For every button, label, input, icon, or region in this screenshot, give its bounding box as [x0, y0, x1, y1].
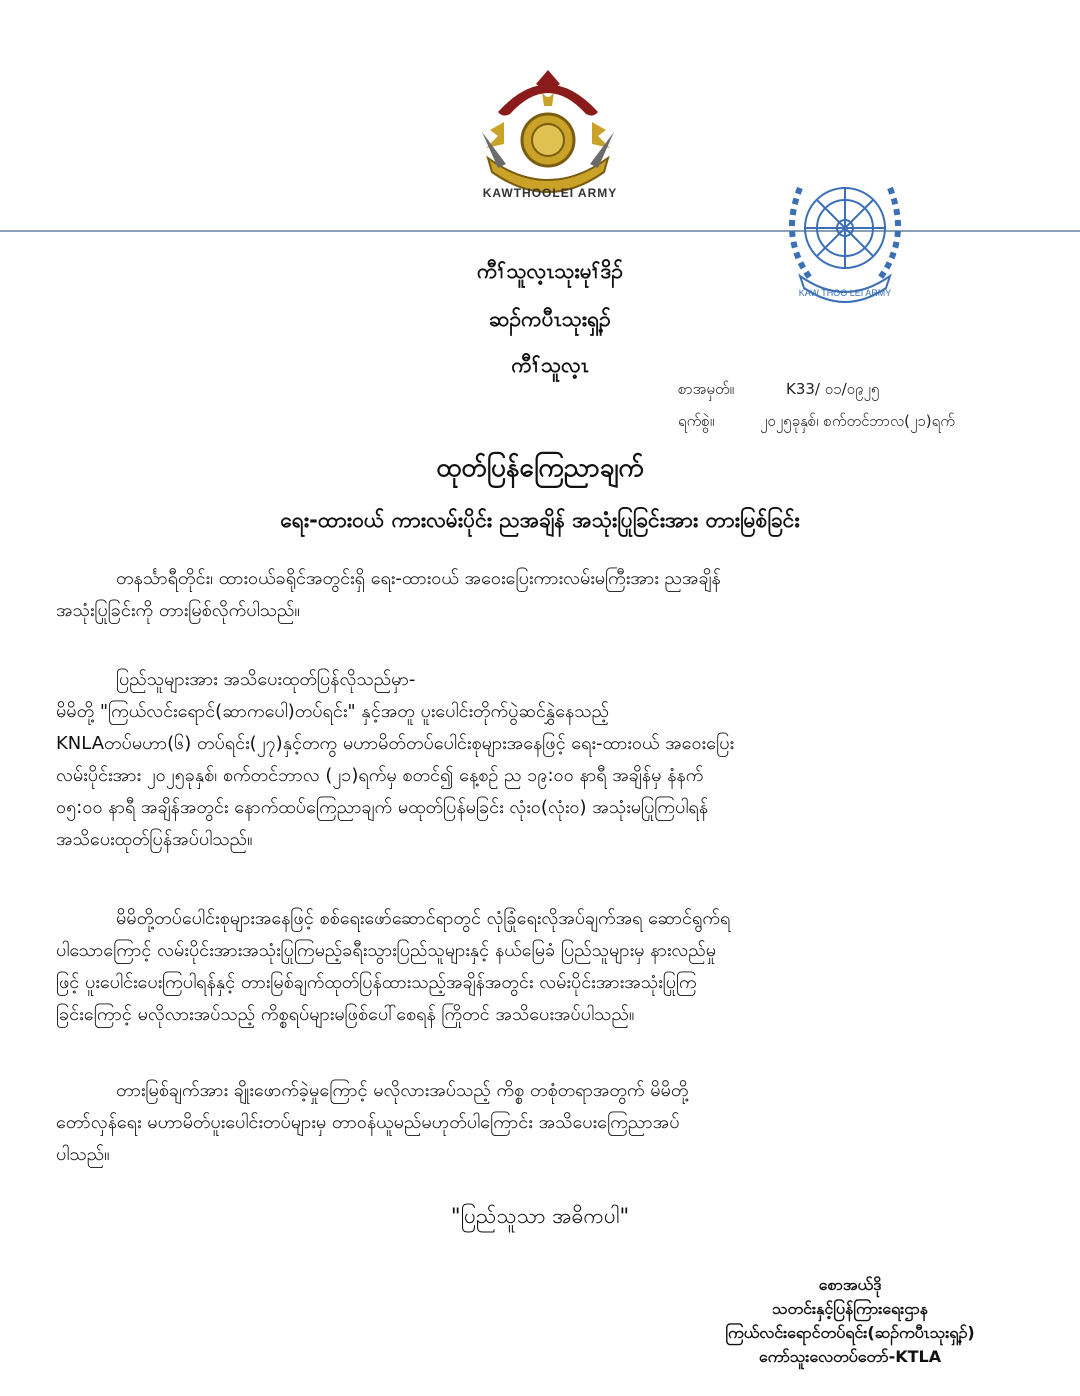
paragraph-2-line-6: အသိပေးထုတ်ပြန်အပ်ပါသည်။: [56, 829, 253, 850]
document-title: ထုတ်ပြန်ကြေညာချက်: [436, 453, 644, 483]
seal-caption: KAW THOO LEI ARMY: [798, 288, 892, 298]
paragraph-3: [56, 903, 1026, 1031]
paragraph-4-line-3: ပါသည်။: [56, 1144, 110, 1165]
paragraph-2-line-3: KNLAတပ်မဟာ(၆) တပ်ရင်း(၂၇)နှင့်တကွ မဟာမိတ်တပ်ပေါင်းစုများအနေဖြင့် ရေး-ထားဝယ် အဝေးပြေး: [56, 733, 735, 754]
issuer-line-1: ကီၢ်သူလ့ၤသုးမုၢ်ဒိၣ်: [476, 259, 624, 283]
signature-organization: ကော်သူးလေတပ်တော်-KTLA: [758, 1347, 942, 1366]
paragraph-4: [56, 1075, 1026, 1171]
signature-unit: ကြယ်လင်းရောင်တပ်ရင်း(ဆၣ်ကပီၤသုးရှ့ၣ်): [725, 1323, 975, 1342]
paragraph-4-line-2: တော်လှန်ရေး မဟာမိတ်ပူးပေါင်းတပ်များမှ တာဝန်ယူမည်မဟုတ်ပါကြောင်း အသိပေးကြေညာအပ်: [56, 1112, 680, 1133]
issuer-line-3: ကီၢ်သူလ့ၤ: [511, 353, 589, 377]
document-subtitle: ရေး-ထားဝယ် ကားလမ်းပိုင်း ညအချိန် အသုံးပြုခြင်းအား တားမြစ်ခြင်း: [280, 508, 800, 532]
signature-department: သတင်းနှင့်ပြန်ကြားရေးဌာန: [772, 1299, 928, 1318]
paragraph-4-line-1: တားမြစ်ချက်အား ချိုးဖောက်ခဲ့မှုကြောင့် မလိုလားအပ်သည့် ကိစ္စ တစုံတရာအတွက် မိမိတို့: [116, 1080, 689, 1101]
reference-date-label: ရက်စွဲ။: [678, 412, 715, 430]
paragraph-1-line-2: အသုံးပြုခြင်းကို တားမြစ်လိုက်ပါသည်။: [56, 600, 300, 621]
paragraph-1-line-1: တနင်္သာရီတိုင်း၊ ထားဝယ်ခရိုင်အတွင်းရှိ ရေး-ထားဝယ် အဝေးပြေးကားလမ်းမကြီးအား ညအချိန်: [116, 568, 721, 589]
paragraph-3-line-2: ပါသောကြောင့် လမ်းပိုင်းအားအသုံးပြုကြမည့်ခရီးသွားပြည်သူများနှင့် နယ်မြေခံ ပြည်သူများမှ နားလည်မှု: [56, 940, 716, 961]
paragraph-1: [56, 563, 1026, 627]
issuer-line-2: ဆၣ်ကပီၤသုးရှ့ၣ်: [489, 307, 611, 331]
logo-caption: KAWTHOOLEI ARMY: [482, 186, 618, 200]
reference-number-value: K33/ ၀၁/၀၉၂၅: [786, 380, 880, 398]
paragraph-3-line-1: မိမိတို့တပ်ပေါင်းစုများအနေဖြင့် စစ်ရေးဖော်ဆောင်ရာတွင် လုံခြုံရေးလိုအပ်ချက်အရ ဆောင်ရွက်ရ: [116, 908, 731, 929]
reference-date-value: ၂၀၂၅ခုနှစ်၊ စက်တင်ဘာလ(၂၁)ရက်: [760, 412, 955, 430]
paragraph-3-line-4: ခြင်းကြောင့် မလိုလားအပ်သည့် ကိစ္စရပ်များမဖြစ်ပေါ်စေရန် ကြိုတင် အသိပေးအပ်ပါသည်။: [56, 1004, 635, 1025]
reference-number-label: စာအမှတ်။: [678, 380, 735, 398]
paragraph-2-line-4: လမ်းပိုင်းအား ၂၀၂၅ခုနှစ်၊ စက်တင်ဘာလ (၂၁)ရက်မှ စတင်၍ နေ့စဉ် ည ၁၉:၀၀ နာရီ အချိန်မှ နံနက်: [56, 765, 704, 786]
paragraph-2: [56, 664, 1026, 856]
slogan: "ပြည်သူသာ အဓိကပါ": [450, 1204, 630, 1228]
paragraph-2-line-5: ၀၅:၀၀ နာရီ အချိန်အတွင်း နောက်ထပ်ကြေညာချက် မထုတ်ပြန်မခြင်း လုံး၀(လုံး၀) အသုံးမပြုကြပါရန်: [56, 797, 709, 818]
signature-block: [640, 1273, 1060, 1369]
paragraph-2-line-2: မိမိတို့ "ကြယ်လင်းရောင်(ဆာကပေါ)တပ်ရင်း" နှင့်အတူ ပူးပေါင်းတိုက်ပွဲဆင်နွှဲနေသည့်: [56, 701, 609, 722]
paragraph-2-line-1: ပြည်သူများအား အသိပေးထုတ်ပြန်လိုသည်မှာ-: [116, 669, 416, 690]
signature-name: စောအယ်ဒို: [818, 1275, 882, 1294]
paragraph-3-line-3: ဖြင့် ပူးပေါင်းပေးကြပါရန်နှင့် တားမြစ်ချက်ထုတ်ပြန်ထားသည့်အချိန်အတွင်း လမ်းပိုင်းအားအသုံးပြုကြ: [56, 972, 697, 993]
blue-army-seal: [760, 148, 930, 318]
